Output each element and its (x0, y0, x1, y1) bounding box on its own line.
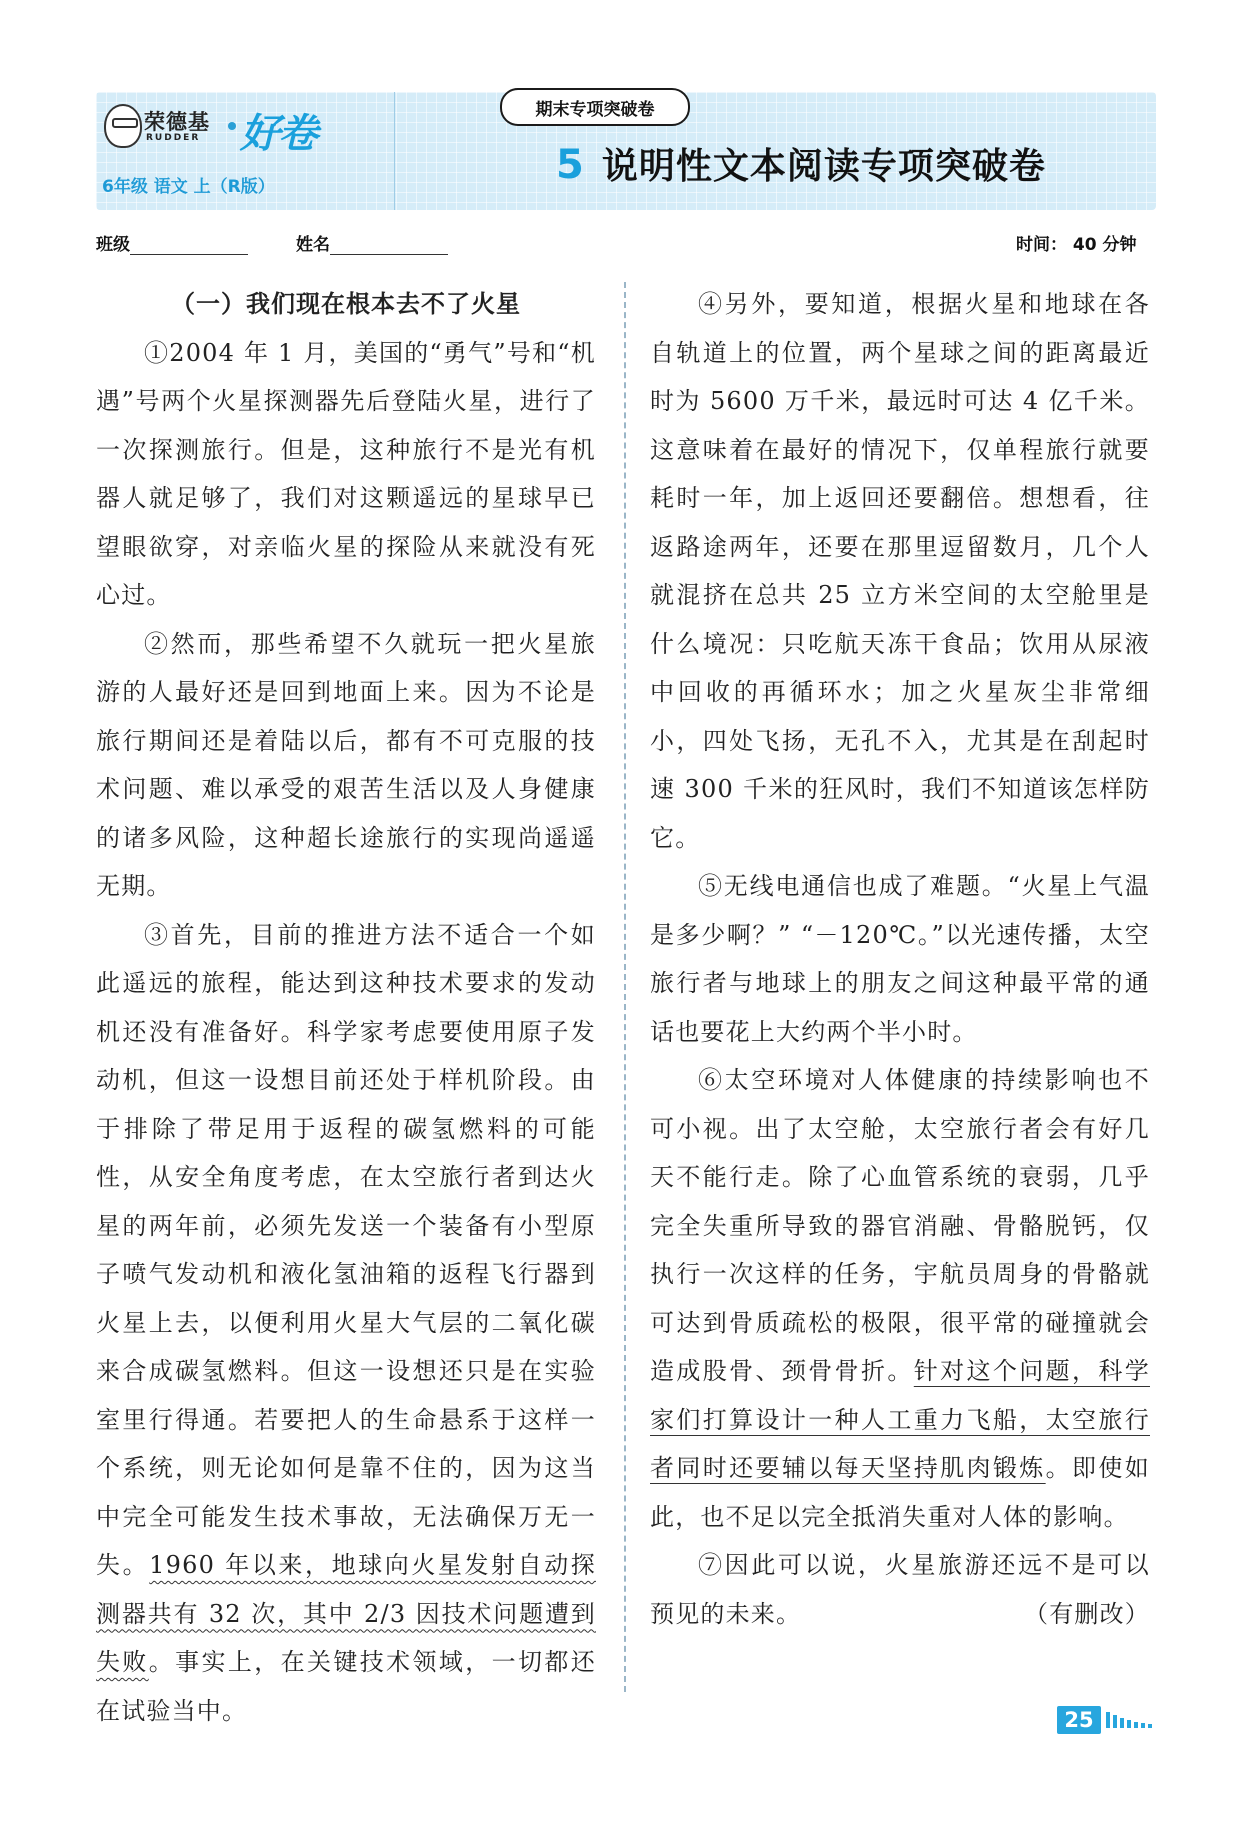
paragraph-3-text: ③首先，目前的推进方法不适合一个如此遥远的旅程，能达到这种技术要求的发动机还没有准备好。科学家考虑要使用原子发动机，但这一设想目前还处于样机阶段。由于排除了带足用于返程的碳氢燃料的可能性，从安全角度考虑，在太空旅行者到达火星的两年前，必须先发送一个装备有小型原子喷气发动机和液化氢油箱的返程飞行器到火星上去，以便利用火星大气层的二氧化碳来合成碳氢燃料。但这一设想还只是在实验室里行得通。若要把人的生命悬系于这样一个系统，则无论如何是靠不住的，因为这当中完全可能发生技术事故，无法确保万无一失。 (96, 920, 596, 1579)
paragraph-7: ⑦因此可以说，火星旅游还远不是可以预见的未来。 (650, 1551, 1150, 1628)
grade-label: 6年级 语文 上（R版） (102, 177, 275, 197)
class-blank[interactable] (130, 236, 248, 255)
brand-name: 荣德基 (144, 110, 210, 134)
paragraph-3-tail: 。事实上，在关键技术领域，一切都还在试验当中。 (96, 1648, 596, 1725)
column-divider (624, 282, 626, 1692)
paragraph-5: ⑤无线电通信也成了难题。“火星上气温是多少啊？” “－120℃。”以光速传播，太空旅行者与地球上的朋友之间这种最平常的通话也要花上大约两个半小时。 (650, 872, 1150, 1046)
time-label: 时间： (1016, 235, 1067, 255)
brand-sub: RUDDER (146, 133, 201, 143)
underlined-sentence: 针对这个问题，科学家们打算设计一种人工重力飞船，太空旅行者同时还要辅以每天坚持肌肉锻炼 (650, 1357, 1150, 1482)
wavy-underlined-sentence: 1960 年以来，地球向火星发射自动探测器共有 32 次，其中 2/3 因技术问题遭到失败 (96, 1551, 596, 1676)
class-field (96, 230, 248, 255)
time-value: 40 分钟 (1072, 235, 1137, 255)
page-number: 25 (1057, 1706, 1101, 1734)
paragraph-1: ①2004 年 1 月，美国的“勇气”号和“机遇”号两个火星探测器先后登陆火星，进行了一次探测旅行。但是，这种旅行不是光有机器人就足够了，我们对这颗遥远的星球早已望眼欲穿，对亲临火星的探险从来就没有死心过。 (96, 338, 596, 609)
page-bars-icon (1106, 1712, 1152, 1728)
name-field (296, 230, 448, 255)
title-number: 5 (556, 142, 584, 188)
series-tag: 期末专项突破卷 (500, 88, 690, 126)
brand-logo-text: 好卷 (240, 110, 316, 157)
header-banner (96, 92, 1156, 210)
time-field (1016, 230, 1137, 255)
paragraph-2: ②然而，那些希望不久就玩一把火星旅游的人最好还是回到地面上来。因为不论是旅行期间还是着陆以后，都有不可克服的技术问题、难以承受的艰苦生活以及人身健康的诸多风险，这种超长途旅行的实现尚遥遥无期。 (96, 629, 596, 900)
source-note: （有删改） (1024, 1600, 1150, 1628)
dot-icon (228, 122, 236, 130)
class-label: 班级 (96, 235, 130, 255)
paragraph-6-tail: 。即使如此，也不足以完全抵消失重对人体的影响。 (650, 1454, 1150, 1531)
name-label: 姓名 (296, 235, 330, 255)
paragraph-6-text: ⑥太空环境对人体健康的持续影响也不可小视。出了太空舱，太空旅行者会有好几天不能行走。除了心血管系统的衰弱，几乎完全失重所导致的器官消融、骨骼脱钙，仅执行一次这样的任务，宇航员周身的骨骼就可达到骨质疏松的极限，很平常的碰撞就会造成股骨、颈骨骨折。 (650, 1066, 1150, 1385)
title-text: 说明性文本阅读专项突破卷 (601, 146, 1046, 187)
paragraph-6 (650, 1056, 1150, 1541)
brand-logo (102, 100, 316, 166)
section-title: （一）我们现在根本去不了火星 (171, 290, 521, 318)
paragraph-3 (96, 911, 596, 1736)
page-title (556, 138, 1046, 189)
banner-divider (394, 92, 395, 210)
paragraph-4: ④另外，要知道，根据火星和地球在各自轨道上的位置，两个星球之间的距离最近时为 5600 万千米，最远时可达 4 亿千米。这意味着在最好的情况下，仅单程旅行就要耗时一年，加上返回还要翻倍。想想看，往返路途两年，还要在那里逗留数月，几个人就混挤在总共 25 立方米空间的太空舱里是什么境况：只吃航天冻干食品；饮用从尿液中回收的再循环水；加之火星灰尘非常细小，四处飞扬，无孔不入，尤其是在刮起时速 300 千米的狂风时，我们不知道该怎样防它。 (650, 290, 1150, 852)
mascot-icon (104, 104, 142, 148)
name-blank[interactable] (330, 236, 448, 255)
article-left-column (96, 280, 596, 1735)
article-right-column (650, 280, 1150, 1639)
